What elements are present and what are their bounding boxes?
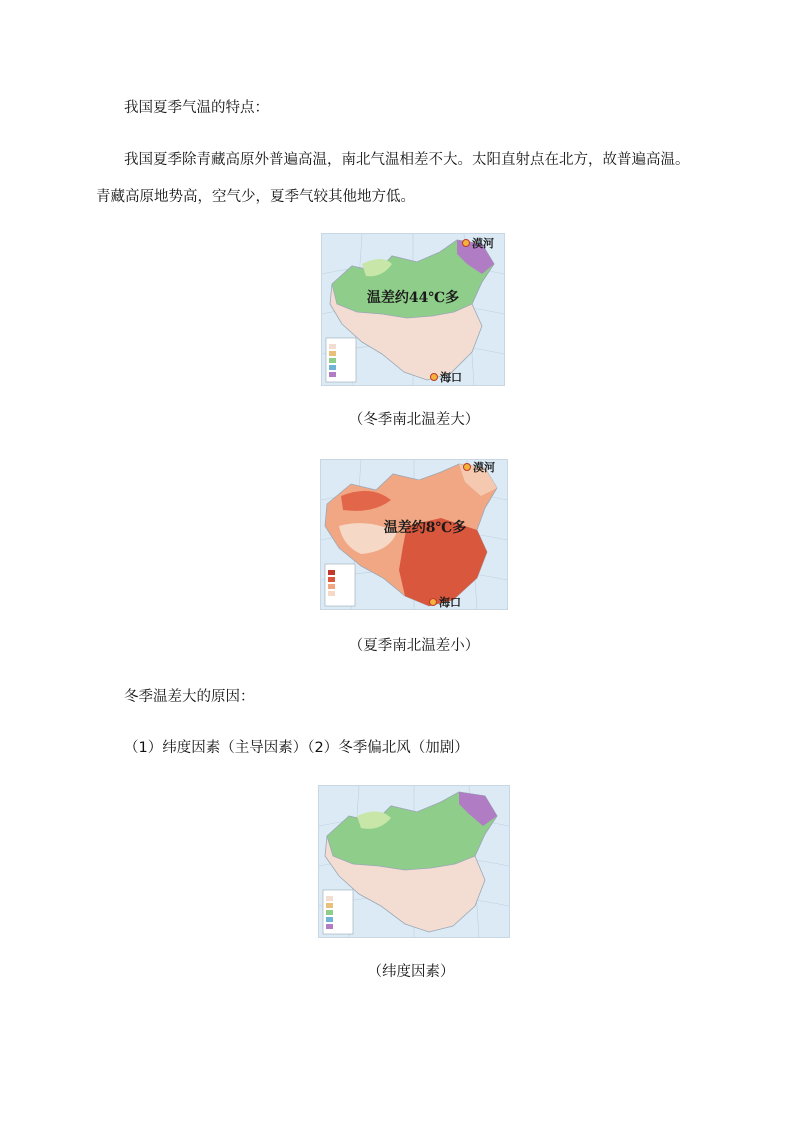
temperature-difference-label: 温差约8℃多 [383,520,467,536]
winter-temperature-map [321,233,505,386]
summer-paragraph-line1: 我国夏季除青藏高原外普遍高温，南北气温相差不大。太阳直射点在北方，故普遍高温。 [124,152,690,168]
south-marker-icon [431,374,438,381]
summer-paragraph-line2: 青藏高原地势高，空气少，夏季气较其他地方低。 [96,189,415,205]
latitude-factor-map [318,785,510,938]
summer-heading: 我国夏季气温的特点： [124,100,269,116]
legend-box [325,564,355,606]
winter-map-caption: （冬季南北温差大） [348,412,480,428]
summer-map-caption: （夏季南北温差小） [348,638,480,654]
legend-box [323,890,353,934]
summer-temperature-map [320,459,508,610]
winter-reasons: （1）纬度因素（主导因素）（2）冬季偏北风（加剧） [124,740,469,756]
north-label: 漠河 [473,461,495,474]
south-label: 海口 [440,371,462,384]
legend-box [326,338,356,382]
north-label: 漠河 [472,237,494,250]
winter-heading: 冬季温差大的原因： [124,689,255,705]
latitude-map-caption: （纬度因素） [367,964,455,980]
north-marker-icon [464,464,471,471]
south-label: 海口 [439,596,461,609]
temperature-difference-label: 温差约44℃多 [366,290,460,306]
north-marker-icon [463,240,470,247]
south-marker-icon [430,599,437,606]
